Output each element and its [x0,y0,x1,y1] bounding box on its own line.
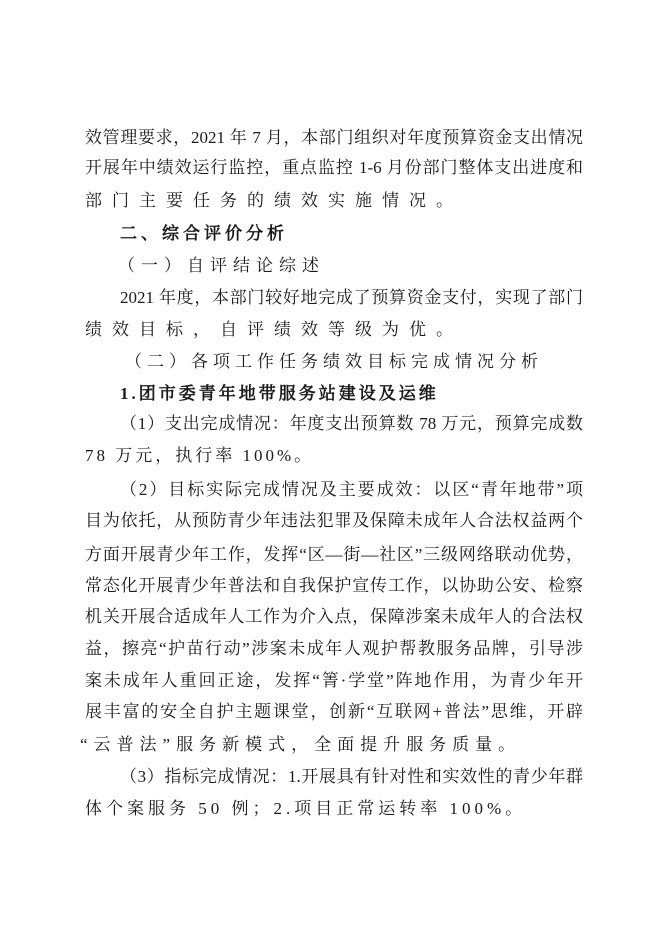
paragraph-line: （2）目标实际完成情况及主要成效：以区“青年地带”项 [120,480,583,499]
section-heading: 二、综合评价分析 [120,224,288,243]
item-heading: 1.团市委青年地带服务站建设及运维 [120,384,439,403]
paragraph-line: 益，擦亮“护苗行动”涉案未成年人观护帮教服务品牌，引导涉 [85,639,583,658]
subsection-heading: （二）各项工作任务绩效目标完成情况分析 [125,352,543,371]
paragraph-line: （1）支出完成情况：年度支出预算数 78 万元，预算完成数 [120,414,583,433]
paragraph-line: （3）指标完成情况：1.开展具有针对性和实效性的青少年群 [120,767,583,786]
paragraph-line: 常态化开展青少年普法和自我保护宣传工作，以协助公安、检察 [85,576,583,595]
paragraph-line: 开展年中绩效运行监控，重点监控 1-6 月份部门整体支出进度和 [85,158,583,177]
paragraph-line: 绩效目标，自评绩效等级为优。 [85,320,463,339]
paragraph-line: “云普法”服务新模式，全面提升服务质量。 [80,735,522,754]
paragraph-line: 部门主要任务的绩效实施情况。 [85,191,463,210]
paragraph-line: 展丰富的安全自护主题课堂，创新“互联网+普法”思维，开辟 [85,702,583,721]
paragraph-line: 效管理要求，2021 年 7 月，本部门组织对年度预算资金支出情况 [85,128,583,147]
paragraph-line: 2021 年度，本部门较好地完成了预算资金支付，实现了部门 [120,288,583,307]
paragraph-line: 机关开展合适成年人工作为介入点，保障涉案未成年人的合法权 [85,607,583,626]
paragraph-line: 案未成年人重回正途，发挥“箐·学堂”阵地作用，为青少年开 [85,671,583,690]
paragraph-line: 体个案服务 50 例；2.项目正常运转率 100%。 [85,799,527,818]
paragraph-line: 78 万元，执行率 100%。 [85,446,315,465]
paragraph-line: 方面开展青少年工作，发挥“区—街—社区”三级网络联动优势， [85,545,583,564]
subsection-heading: （一）自评结论综述 [118,256,325,275]
paragraph-line: 目为依托，从预防青少年违法犯罪及保障未成年人合法权益两个 [85,511,583,530]
